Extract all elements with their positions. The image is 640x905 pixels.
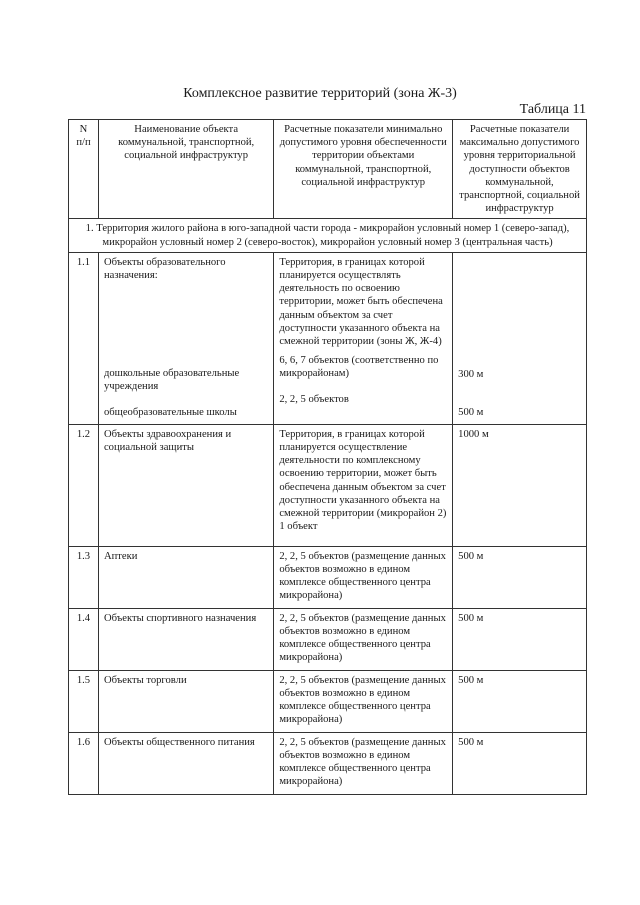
row-number: 1.4: [69, 608, 99, 670]
row-min-level-count: 1 объект: [279, 521, 318, 533]
section-title: 1. Территория жилого района в юго-западной части города - микрорайон условный номер 1 (северо-запад), микрорайон условный номер 2 (северо-восток), микрорайон условный номер 3 (центральная часть): [69, 219, 587, 252]
table-header-row: [69, 120, 587, 219]
header-max-level: Расчетные показатели максимально допустимого уровня территориальной доступности объектов коммунальной, транспортной, социальной инфраструктур: [453, 120, 587, 219]
row-number: 1.3: [69, 546, 99, 608]
row-min-level: 2, 2, 5 объектов (размещение данных объектов возможно в едином комплексе общественного центра микрорайона): [274, 608, 453, 670]
row-max-level: 500 м: [453, 670, 587, 732]
row-subitem-min: 6, 6, 7 объектов (соответственно по микрорайонам): [279, 355, 439, 380]
row-subitem-min: 2, 2, 5 объектов: [279, 393, 349, 405]
row-object-name: Объекты торговли: [98, 670, 273, 732]
row-max-level: 1000 м: [453, 424, 587, 546]
row-number: 1.2: [69, 424, 99, 546]
row-min-level: [274, 252, 453, 424]
header-number: N п/п: [69, 120, 99, 219]
row-min-level: [274, 424, 453, 546]
table-row: [69, 546, 587, 608]
table-row: [69, 252, 587, 424]
page-title: Комплексное развитие территорий (зона Ж-3): [183, 86, 457, 101]
row-max-level: 500 м: [453, 732, 587, 794]
table-row: [69, 732, 587, 794]
table-label: Таблица 11: [519, 102, 586, 117]
row-min-level: 2, 2, 5 объектов (размещение данных объектов возможно в едином комплексе общественного центра микрорайона): [274, 732, 453, 794]
row-number: 1.5: [69, 670, 99, 732]
row-object-name: Объекты здравоохранения и социальной защиты: [98, 424, 273, 546]
row-object-name: Аптеки: [98, 546, 273, 608]
table-row: [69, 670, 587, 732]
row-subitem-name: дошкольные образовательные учреждения: [103, 368, 240, 393]
row-min-level-main: Территория, в границах которой планируется осуществлять деятельность по освоению территории, может быть обеспечена данным объектом за счет доступности указанного объекта на смежной территории (зоны Ж, Ж-4): [279, 256, 443, 348]
table-row: [69, 608, 587, 670]
row-object-name: [98, 252, 273, 424]
row-object-name: Объекты спортивного назначения: [98, 608, 273, 670]
row-min-level-main: Территория, в границах которой планируется осуществление деятельности по комплексному освоению территории, может быть обеспечена данным объектом за счет доступности указанного объекта на смежной территории (микрорайон 2): [279, 428, 447, 520]
row-max-level: 500 м: [453, 546, 587, 608]
row-subitem-name: общеобразовательные школы: [103, 406, 237, 418]
row-number: 1.1: [69, 252, 99, 424]
row-min-level: 2, 2, 5 объектов (размещение данных объектов возможно в едином комплексе общественного центра микрорайона): [274, 546, 453, 608]
section-row: [69, 219, 587, 252]
header-min-level: Расчетные показатели минимально допустимого уровня обеспеченности территории объектами коммунальной, транспортной, социальной инфраструктур: [274, 120, 453, 219]
row-max-level: [453, 252, 587, 424]
row-object-name: Объекты общественного питания: [98, 732, 273, 794]
table-row: [69, 424, 587, 546]
row-subitem-max: 300 м: [458, 368, 484, 380]
row-subitem-max: 500 м: [458, 407, 484, 419]
row-number: 1.6: [69, 732, 99, 794]
row-min-level: 2, 2, 5 объектов (размещение данных объектов возможно в едином комплексе общественного центра микрорайона): [274, 670, 453, 732]
row-max-level: 500 м: [453, 608, 587, 670]
requirements-table: [68, 119, 587, 795]
header-object-name: Наименование объекта коммунальной, транспортной, социальной инфраструктур: [98, 120, 273, 219]
row-object-name-main: Объекты образовательного назначения:: [103, 256, 226, 282]
